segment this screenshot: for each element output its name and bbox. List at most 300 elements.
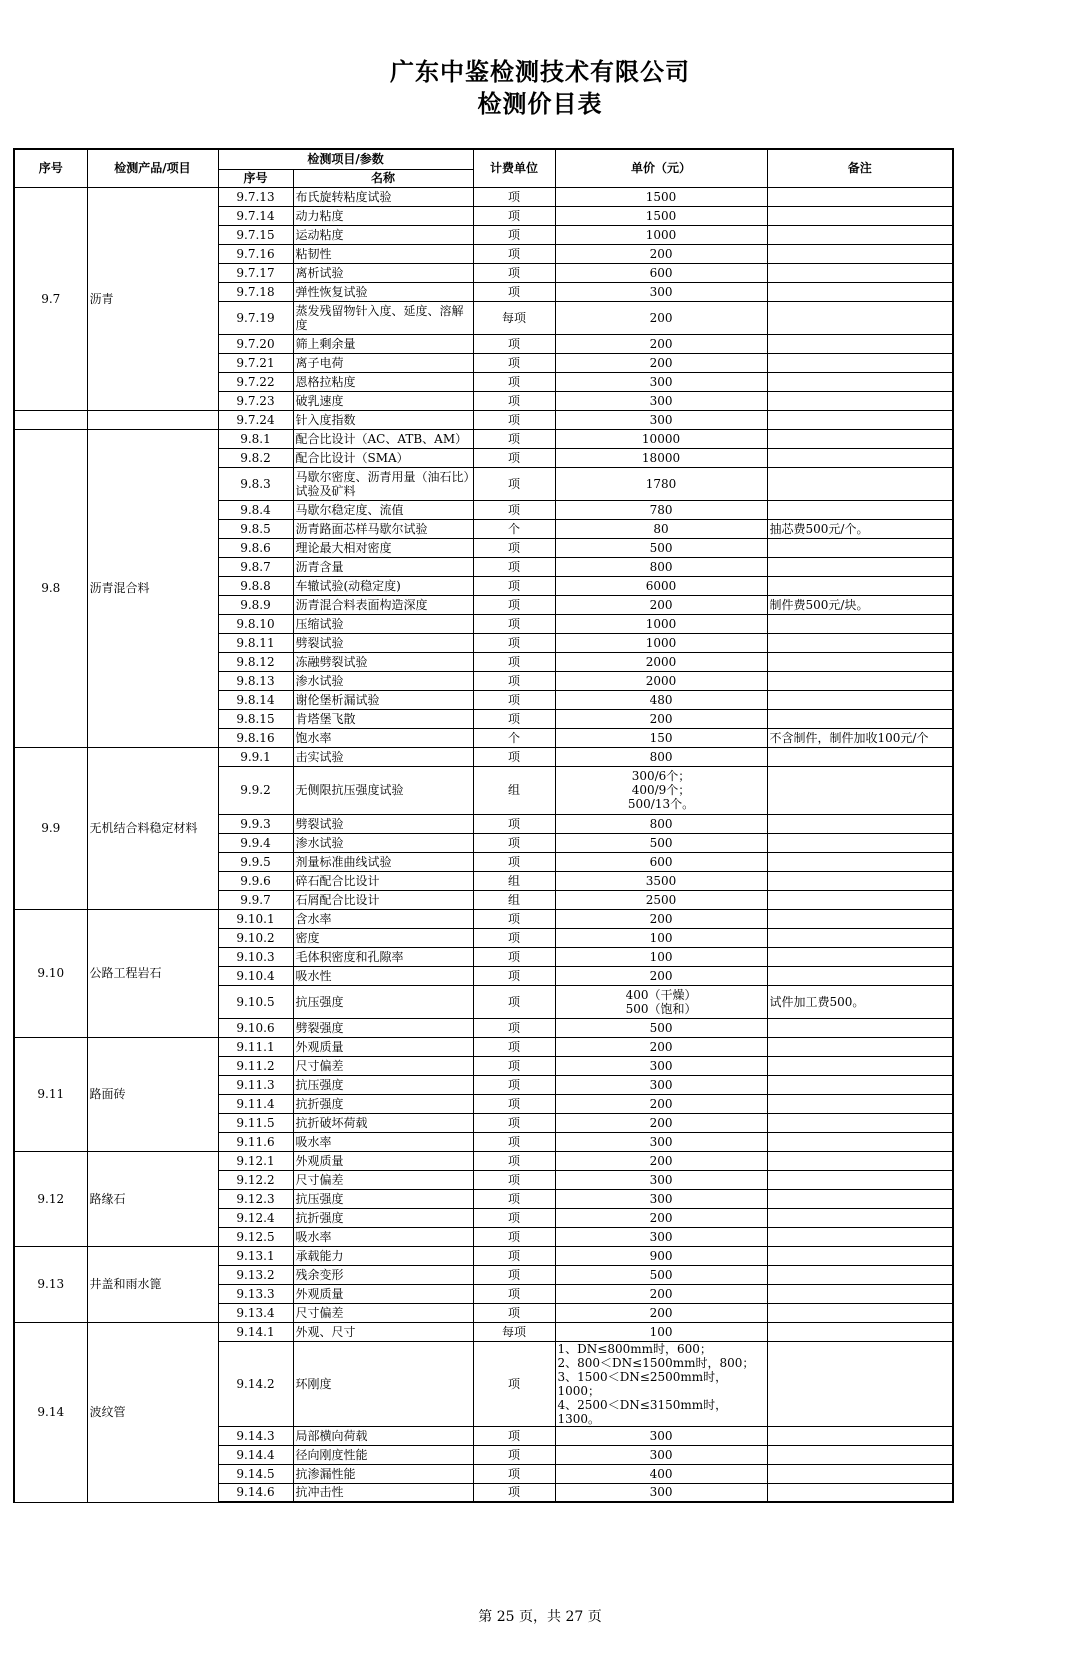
item-unit: 项 bbox=[473, 814, 555, 833]
item-remark bbox=[767, 391, 953, 410]
item-price: 200 bbox=[555, 595, 767, 614]
item-price: 6000 bbox=[555, 576, 767, 595]
item-number: 9.12.2 bbox=[218, 1170, 293, 1189]
item-unit: 每项 bbox=[473, 1322, 555, 1341]
item-unit: 项 bbox=[473, 1132, 555, 1151]
item-name: 劈裂强度 bbox=[293, 1018, 473, 1037]
item-price: 300 bbox=[555, 372, 767, 391]
item-price: 400（干燥） 500（饱和） bbox=[555, 985, 767, 1018]
item-remark: 抽芯费500元/个。 bbox=[767, 519, 953, 538]
item-name: 恩格拉粘度 bbox=[293, 372, 473, 391]
item-remark bbox=[767, 1170, 953, 1189]
item-price: 800 bbox=[555, 747, 767, 766]
item-price: 500 bbox=[555, 833, 767, 852]
section-id: 9.7 bbox=[14, 187, 87, 410]
item-unit: 项 bbox=[473, 263, 555, 282]
item-price: 200 bbox=[555, 1094, 767, 1113]
item-number: 9.8.8 bbox=[218, 576, 293, 595]
item-number: 9.7.14 bbox=[218, 206, 293, 225]
section-id: 9.11 bbox=[14, 1037, 87, 1151]
item-number: 9.11.4 bbox=[218, 1094, 293, 1113]
item-number: 9.8.5 bbox=[218, 519, 293, 538]
item-unit: 项 bbox=[473, 576, 555, 595]
item-number: 9.10.3 bbox=[218, 947, 293, 966]
item-name: 含水率 bbox=[293, 909, 473, 928]
item-name: 抗压强度 bbox=[293, 1189, 473, 1208]
item-name: 密度 bbox=[293, 928, 473, 947]
item-unit: 项 bbox=[473, 1284, 555, 1303]
item-unit: 项 bbox=[473, 334, 555, 353]
item-unit: 项 bbox=[473, 595, 555, 614]
item-number: 9.8.16 bbox=[218, 728, 293, 747]
item-price: 600 bbox=[555, 852, 767, 871]
item-number: 9.9.3 bbox=[218, 814, 293, 833]
price-table bbox=[13, 148, 954, 1503]
item-number: 9.10.2 bbox=[218, 928, 293, 947]
item-name: 劈裂试验 bbox=[293, 633, 473, 652]
table-row bbox=[14, 1037, 953, 1056]
item-price: 200 bbox=[555, 1284, 767, 1303]
item-number: 9.12.5 bbox=[218, 1227, 293, 1246]
item-name: 尺寸偏差 bbox=[293, 1056, 473, 1075]
item-name: 抗渗漏性能 bbox=[293, 1464, 473, 1483]
item-number: 9.14.2 bbox=[218, 1341, 293, 1426]
item-remark bbox=[767, 1227, 953, 1246]
item-price: 500 bbox=[555, 1018, 767, 1037]
item-unit: 项 bbox=[473, 671, 555, 690]
item-price: 900 bbox=[555, 1246, 767, 1265]
item-price: 1000 bbox=[555, 225, 767, 244]
item-name: 残余变形 bbox=[293, 1265, 473, 1284]
item-remark: 制件费500元/块。 bbox=[767, 595, 953, 614]
item-number: 9.8.6 bbox=[218, 538, 293, 557]
item-price: 780 bbox=[555, 500, 767, 519]
item-name: 吸水性 bbox=[293, 966, 473, 985]
item-number: 9.10.6 bbox=[218, 1018, 293, 1037]
item-price: 10000 bbox=[555, 429, 767, 448]
item-price: 500 bbox=[555, 1265, 767, 1284]
table-title: 检测价目表 bbox=[477, 90, 603, 118]
item-name: 尺寸偏差 bbox=[293, 1170, 473, 1189]
item-unit: 项 bbox=[473, 614, 555, 633]
item-price: 300 bbox=[555, 1132, 767, 1151]
item-number: 9.14.6 bbox=[218, 1483, 293, 1502]
item-number: 9.7.15 bbox=[218, 225, 293, 244]
item-remark bbox=[767, 966, 953, 985]
item-number: 9.9.5 bbox=[218, 852, 293, 871]
item-unit: 项 bbox=[473, 391, 555, 410]
item-unit: 项 bbox=[473, 652, 555, 671]
section-product: 公路工程岩石 bbox=[87, 909, 218, 1037]
item-price: 1500 bbox=[555, 206, 767, 225]
item-remark bbox=[767, 652, 953, 671]
item-unit: 项 bbox=[473, 1056, 555, 1075]
item-price: 300 bbox=[555, 1227, 767, 1246]
item-price: 200 bbox=[555, 966, 767, 985]
item-remark bbox=[767, 766, 953, 814]
item-number: 9.11.6 bbox=[218, 1132, 293, 1151]
item-unit: 项 bbox=[473, 500, 555, 519]
item-remark: 不含制件，制件加收100元/个 bbox=[767, 728, 953, 747]
item-number: 9.11.1 bbox=[218, 1037, 293, 1056]
item-remark bbox=[767, 225, 953, 244]
item-unit: 项 bbox=[473, 538, 555, 557]
item-unit: 项 bbox=[473, 1189, 555, 1208]
item-remark bbox=[767, 538, 953, 557]
item-unit: 项 bbox=[473, 1151, 555, 1170]
item-unit: 项 bbox=[473, 928, 555, 947]
item-remark: 试件加工费500。 bbox=[767, 985, 953, 1018]
section-id bbox=[14, 410, 87, 429]
item-remark bbox=[767, 814, 953, 833]
item-remark bbox=[767, 1246, 953, 1265]
item-number: 9.9.7 bbox=[218, 890, 293, 909]
item-price: 100 bbox=[555, 947, 767, 966]
item-name: 配合比设计（SMA） bbox=[293, 448, 473, 467]
item-number: 9.14.5 bbox=[218, 1464, 293, 1483]
item-number: 9.9.2 bbox=[218, 766, 293, 814]
item-price: 200 bbox=[555, 1113, 767, 1132]
item-remark bbox=[767, 1132, 953, 1151]
section-product: 沥青混合料 bbox=[87, 429, 218, 747]
item-name: 尺寸偏差 bbox=[293, 1303, 473, 1322]
item-price: 300 bbox=[555, 1189, 767, 1208]
section-product: 波纹管 bbox=[87, 1322, 218, 1502]
item-remark bbox=[767, 448, 953, 467]
item-name: 抗折强度 bbox=[293, 1208, 473, 1227]
section-product: 路缘石 bbox=[87, 1151, 218, 1246]
item-price: 300 bbox=[555, 1056, 767, 1075]
item-number: 9.8.14 bbox=[218, 690, 293, 709]
item-remark bbox=[767, 909, 953, 928]
item-name: 外观、尺寸 bbox=[293, 1322, 473, 1341]
item-number: 9.10.1 bbox=[218, 909, 293, 928]
item-name: 承载能力 bbox=[293, 1246, 473, 1265]
item-price: 400 bbox=[555, 1464, 767, 1483]
item-unit: 项 bbox=[473, 1208, 555, 1227]
item-remark bbox=[767, 1113, 953, 1132]
item-name: 沥青路面芯样马歇尔试验 bbox=[293, 519, 473, 538]
item-name: 外观质量 bbox=[293, 1037, 473, 1056]
item-name: 抗折强度 bbox=[293, 1094, 473, 1113]
item-remark bbox=[767, 1018, 953, 1037]
item-unit: 个 bbox=[473, 519, 555, 538]
item-number: 9.8.12 bbox=[218, 652, 293, 671]
section-id: 9.14 bbox=[14, 1322, 87, 1502]
item-name: 理论最大相对密度 bbox=[293, 538, 473, 557]
item-price: 300 bbox=[555, 1445, 767, 1464]
item-unit: 项 bbox=[473, 353, 555, 372]
item-price: 200 bbox=[555, 1303, 767, 1322]
item-price: 2000 bbox=[555, 652, 767, 671]
item-price: 800 bbox=[555, 557, 767, 576]
item-price: 2000 bbox=[555, 671, 767, 690]
item-remark bbox=[767, 1464, 953, 1483]
item-unit: 项 bbox=[473, 747, 555, 766]
item-price: 1780 bbox=[555, 467, 767, 500]
item-unit: 项 bbox=[473, 1037, 555, 1056]
item-price: 100 bbox=[555, 1322, 767, 1341]
item-name: 筛上剩余量 bbox=[293, 334, 473, 353]
item-number: 9.12.1 bbox=[218, 1151, 293, 1170]
company-title: 广东中鉴检测技术有限公司 bbox=[390, 58, 690, 86]
item-price: 300/6个； 400/9个； 500/13个。 bbox=[555, 766, 767, 814]
item-name: 径向刚度性能 bbox=[293, 1445, 473, 1464]
item-price: 200 bbox=[555, 1208, 767, 1227]
item-remark bbox=[767, 187, 953, 206]
item-remark bbox=[767, 1189, 953, 1208]
item-price: 3500 bbox=[555, 871, 767, 890]
item-price: 300 bbox=[555, 1483, 767, 1502]
item-price: 1000 bbox=[555, 614, 767, 633]
item-number: 9.12.4 bbox=[218, 1208, 293, 1227]
item-unit: 组 bbox=[473, 871, 555, 890]
item-remark bbox=[767, 1284, 953, 1303]
table-row bbox=[14, 187, 953, 206]
item-remark bbox=[767, 1075, 953, 1094]
item-remark bbox=[767, 928, 953, 947]
item-price: 200 bbox=[555, 301, 767, 334]
item-name: 劈裂试验 bbox=[293, 814, 473, 833]
item-name: 渗水试验 bbox=[293, 671, 473, 690]
item-unit: 每项 bbox=[473, 301, 555, 334]
item-name: 外观质量 bbox=[293, 1151, 473, 1170]
item-unit: 项 bbox=[473, 244, 555, 263]
item-remark bbox=[767, 1322, 953, 1341]
item-unit: 项 bbox=[473, 1445, 555, 1464]
item-name: 冻融劈裂试验 bbox=[293, 652, 473, 671]
item-name: 碎石配合比设计 bbox=[293, 871, 473, 890]
item-remark bbox=[767, 1341, 953, 1426]
item-name: 压缩试验 bbox=[293, 614, 473, 633]
item-name: 肯塔堡飞散 bbox=[293, 709, 473, 728]
item-name: 无侧限抗压强度试验 bbox=[293, 766, 473, 814]
item-price: 150 bbox=[555, 728, 767, 747]
item-number: 9.9.6 bbox=[218, 871, 293, 890]
item-number: 9.7.17 bbox=[218, 263, 293, 282]
item-price: 300 bbox=[555, 410, 767, 429]
item-unit: 组 bbox=[473, 890, 555, 909]
item-unit: 项 bbox=[473, 372, 555, 391]
table-row bbox=[14, 429, 953, 448]
header-unit: 计费单位 bbox=[473, 149, 555, 187]
item-number: 9.8.7 bbox=[218, 557, 293, 576]
item-remark bbox=[767, 747, 953, 766]
item-price: 300 bbox=[555, 282, 767, 301]
item-unit: 项 bbox=[473, 410, 555, 429]
item-price: 300 bbox=[555, 1426, 767, 1445]
item-name: 击实试验 bbox=[293, 747, 473, 766]
item-unit: 项 bbox=[473, 633, 555, 652]
item-unit: 项 bbox=[473, 1075, 555, 1094]
item-name: 马歇尔密度、沥青用量（油石比）试验及矿料 bbox=[293, 467, 473, 500]
item-remark bbox=[767, 1208, 953, 1227]
item-unit: 个 bbox=[473, 728, 555, 747]
item-unit: 项 bbox=[473, 1094, 555, 1113]
item-number: 9.8.3 bbox=[218, 467, 293, 500]
item-name: 抗冲击性 bbox=[293, 1483, 473, 1502]
item-name: 谢伦堡析漏试验 bbox=[293, 690, 473, 709]
section-id: 9.9 bbox=[14, 747, 87, 909]
item-name: 弹性恢复试验 bbox=[293, 282, 473, 301]
item-name: 动力粘度 bbox=[293, 206, 473, 225]
item-unit: 项 bbox=[473, 429, 555, 448]
table-row bbox=[14, 909, 953, 928]
item-number: 9.7.23 bbox=[218, 391, 293, 410]
item-number: 9.7.21 bbox=[218, 353, 293, 372]
item-number: 9.8.10 bbox=[218, 614, 293, 633]
item-remark bbox=[767, 947, 953, 966]
table-row bbox=[14, 1151, 953, 1170]
item-unit: 项 bbox=[473, 1464, 555, 1483]
item-unit: 项 bbox=[473, 1303, 555, 1322]
item-number: 9.14.4 bbox=[218, 1445, 293, 1464]
item-unit: 项 bbox=[473, 467, 555, 500]
item-number: 9.10.5 bbox=[218, 985, 293, 1018]
table-row bbox=[14, 1246, 953, 1265]
item-number: 9.11.3 bbox=[218, 1075, 293, 1094]
item-price: 200 bbox=[555, 1151, 767, 1170]
item-remark bbox=[767, 709, 953, 728]
item-price: 300 bbox=[555, 1170, 767, 1189]
item-remark bbox=[767, 244, 953, 263]
item-name: 蒸发残留物针入度、延度、溶解度 bbox=[293, 301, 473, 334]
section-id: 9.8 bbox=[14, 429, 87, 747]
section-id: 9.13 bbox=[14, 1246, 87, 1322]
item-remark bbox=[767, 410, 953, 429]
item-remark bbox=[767, 334, 953, 353]
item-remark bbox=[767, 1265, 953, 1284]
item-remark bbox=[767, 633, 953, 652]
item-remark bbox=[767, 263, 953, 282]
item-unit: 项 bbox=[473, 1265, 555, 1284]
item-price: 500 bbox=[555, 538, 767, 557]
table-row bbox=[14, 410, 953, 429]
item-name: 粘韧性 bbox=[293, 244, 473, 263]
item-price: 480 bbox=[555, 690, 767, 709]
item-name: 剂量标准曲线试验 bbox=[293, 852, 473, 871]
item-unit: 项 bbox=[473, 1483, 555, 1502]
item-price: 200 bbox=[555, 1037, 767, 1056]
item-number: 9.9.1 bbox=[218, 747, 293, 766]
item-number: 9.9.4 bbox=[218, 833, 293, 852]
item-price: 200 bbox=[555, 244, 767, 263]
item-name: 布氏旋转粘度试验 bbox=[293, 187, 473, 206]
item-unit: 项 bbox=[473, 1018, 555, 1037]
item-name: 吸水率 bbox=[293, 1132, 473, 1151]
item-number: 9.7.18 bbox=[218, 282, 293, 301]
item-remark bbox=[767, 467, 953, 500]
item-name: 针入度指数 bbox=[293, 410, 473, 429]
item-remark bbox=[767, 1426, 953, 1445]
item-remark bbox=[767, 1483, 953, 1502]
item-remark bbox=[767, 557, 953, 576]
item-number: 9.13.2 bbox=[218, 1265, 293, 1284]
item-price: 1500 bbox=[555, 187, 767, 206]
item-unit: 项 bbox=[473, 1170, 555, 1189]
item-price: 200 bbox=[555, 709, 767, 728]
item-unit: 项 bbox=[473, 1227, 555, 1246]
item-name: 外观质量 bbox=[293, 1284, 473, 1303]
item-remark bbox=[767, 301, 953, 334]
item-name: 毛体积密度和孔隙率 bbox=[293, 947, 473, 966]
item-number: 9.7.22 bbox=[218, 372, 293, 391]
item-price: 80 bbox=[555, 519, 767, 538]
item-name: 石屑配合比设计 bbox=[293, 890, 473, 909]
item-name: 饱水率 bbox=[293, 728, 473, 747]
item-price: 200 bbox=[555, 334, 767, 353]
item-number: 9.7.19 bbox=[218, 301, 293, 334]
item-unit: 项 bbox=[473, 1341, 555, 1426]
item-unit: 项 bbox=[473, 557, 555, 576]
header-name: 名称 bbox=[293, 169, 473, 187]
item-number: 9.7.16 bbox=[218, 244, 293, 263]
item-remark bbox=[767, 671, 953, 690]
item-name: 离析试验 bbox=[293, 263, 473, 282]
item-unit: 项 bbox=[473, 206, 555, 225]
item-remark bbox=[767, 206, 953, 225]
item-name: 沥青混合料表面构造深度 bbox=[293, 595, 473, 614]
header-sub-seq: 序号 bbox=[218, 169, 293, 187]
item-remark bbox=[767, 1445, 953, 1464]
item-number: 9.8.2 bbox=[218, 448, 293, 467]
page-footer: 第 25 页，共 27 页 bbox=[478, 1609, 602, 1625]
section-product: 无机结合料稳定材料 bbox=[87, 747, 218, 909]
table-body bbox=[14, 187, 953, 1502]
item-price: 200 bbox=[555, 909, 767, 928]
item-remark bbox=[767, 852, 953, 871]
item-name: 吸水率 bbox=[293, 1227, 473, 1246]
item-name: 车辙试验(动稳定度) bbox=[293, 576, 473, 595]
section-product: 井盖和雨水篦 bbox=[87, 1246, 218, 1322]
item-name: 环刚度 bbox=[293, 1341, 473, 1426]
item-name: 马歇尔稳定度、流值 bbox=[293, 500, 473, 519]
item-remark bbox=[767, 833, 953, 852]
item-remark bbox=[767, 871, 953, 890]
item-number: 9.13.3 bbox=[218, 1284, 293, 1303]
item-name: 抗压强度 bbox=[293, 985, 473, 1018]
item-remark bbox=[767, 690, 953, 709]
item-unit: 项 bbox=[473, 225, 555, 244]
header-seq: 序号 bbox=[14, 149, 87, 187]
item-unit: 项 bbox=[473, 966, 555, 985]
item-unit: 项 bbox=[473, 947, 555, 966]
item-number: 9.8.1 bbox=[218, 429, 293, 448]
item-unit: 项 bbox=[473, 1246, 555, 1265]
item-remark bbox=[767, 353, 953, 372]
item-remark bbox=[767, 890, 953, 909]
section-id: 9.12 bbox=[14, 1151, 87, 1246]
item-number: 9.14.1 bbox=[218, 1322, 293, 1341]
item-remark bbox=[767, 1151, 953, 1170]
item-name: 配合比设计（AC、ATB、AM） bbox=[293, 429, 473, 448]
item-name: 离子电荷 bbox=[293, 353, 473, 372]
item-remark bbox=[767, 1303, 953, 1322]
item-unit: 项 bbox=[473, 448, 555, 467]
item-name: 局部横向荷载 bbox=[293, 1426, 473, 1445]
item-name: 运动粘度 bbox=[293, 225, 473, 244]
item-remark bbox=[767, 1094, 953, 1113]
item-price: 600 bbox=[555, 263, 767, 282]
item-number: 9.10.4 bbox=[218, 966, 293, 985]
item-price: 2500 bbox=[555, 890, 767, 909]
item-remark bbox=[767, 500, 953, 519]
item-unit: 项 bbox=[473, 1426, 555, 1445]
item-remark bbox=[767, 1037, 953, 1056]
item-unit: 组 bbox=[473, 766, 555, 814]
item-price: 18000 bbox=[555, 448, 767, 467]
item-unit: 项 bbox=[473, 690, 555, 709]
